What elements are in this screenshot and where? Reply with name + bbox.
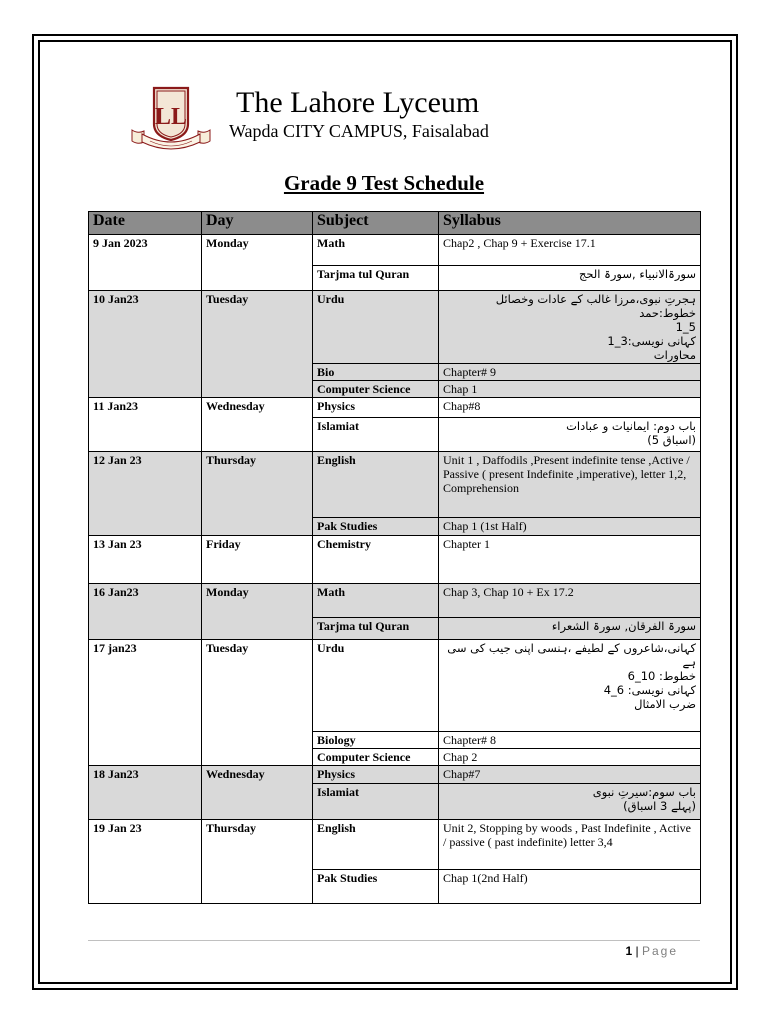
subject-cell: Physics bbox=[313, 766, 439, 784]
day-cell: Wednesday bbox=[202, 766, 313, 820]
subject-cell: Computer Science bbox=[313, 381, 439, 398]
syllabus-line: خطوط: 10_6 bbox=[627, 669, 696, 683]
table-row bbox=[89, 536, 701, 584]
footer-rule bbox=[88, 940, 700, 941]
subject-cell: Tarjma tul Quran bbox=[313, 266, 439, 291]
document-title: Grade 9 Test Schedule bbox=[283, 171, 485, 195]
syllabus-line: کہانی،شاعروں کے لطیفے ،ہنسی اپنی جیب کی سی ہے bbox=[447, 641, 696, 669]
syllabus-line: ضرب الامثال bbox=[634, 697, 696, 711]
school-logo-icon bbox=[128, 84, 214, 150]
syllabus-cell: Chap 1 (1st Half) bbox=[439, 518, 701, 536]
syllabus-line: کہانی نویسی: 6_4 bbox=[603, 683, 696, 697]
syllabus-cell bbox=[439, 418, 701, 452]
syllabus-line: باب سوم:سیرتِ نبوی bbox=[592, 785, 696, 799]
table-row bbox=[89, 452, 701, 518]
test-schedule-table bbox=[88, 211, 701, 904]
date-cell: 16 Jan23 bbox=[89, 584, 202, 640]
subject-cell: Chemistry bbox=[313, 536, 439, 584]
day-cell: Friday bbox=[202, 536, 313, 584]
date-cell: 10 Jan23 bbox=[89, 291, 202, 398]
subject-cell: Urdu bbox=[313, 291, 439, 364]
subject-cell: Biology bbox=[313, 732, 439, 749]
header-subject: Subject bbox=[313, 212, 439, 235]
day-cell: Tuesday bbox=[202, 291, 313, 398]
syllabus-line: کہانی نویسی:3_1 bbox=[607, 334, 696, 348]
syllabus-cell: Chapter# 9 bbox=[439, 364, 701, 381]
syllabus-line: محاورات bbox=[653, 348, 696, 362]
subject-cell: English bbox=[313, 820, 439, 870]
day-cell: Monday bbox=[202, 584, 313, 640]
syllabus-line: 5_1 bbox=[675, 320, 696, 334]
syllabus-line: ہجرتِ نبوی،مرزا غالب کے عادات وخصائل bbox=[495, 292, 696, 306]
header-day: Day bbox=[202, 212, 313, 235]
date-cell: 18 Jan23 bbox=[89, 766, 202, 820]
subject-cell: Math bbox=[313, 235, 439, 266]
date-cell: 9 Jan 2023 bbox=[89, 235, 202, 291]
syllabus-cell: Chap 1 bbox=[439, 381, 701, 398]
page-number-separator: | bbox=[635, 944, 639, 958]
subject-cell: Math bbox=[313, 584, 439, 618]
day-cell: Thursday bbox=[202, 820, 313, 904]
syllabus-line: خطوط:حمد bbox=[639, 306, 696, 320]
subject-cell: English bbox=[313, 452, 439, 518]
subject-cell: Tarjma tul Quran bbox=[313, 618, 439, 640]
syllabus-cell: سورۃالانبیاء ,سورۃ الحج bbox=[439, 266, 701, 291]
date-cell: 17 jan23 bbox=[89, 640, 202, 766]
syllabus-cell bbox=[439, 291, 701, 364]
date-cell: 12 Jan 23 bbox=[89, 452, 202, 536]
campus-name: Wapda CITY CAMPUS, Faisalabad bbox=[229, 121, 489, 141]
subject-cell: Urdu bbox=[313, 640, 439, 732]
subject-cell: Physics bbox=[313, 398, 439, 418]
syllabus-cell: Unit 2, Stopping by woods , Past Indefinite , Active / passive ( past indefinite) letter 3,4 bbox=[439, 820, 701, 870]
day-cell: Thursday bbox=[202, 452, 313, 536]
table-row bbox=[89, 584, 701, 618]
syllabus-cell: Chap#8 bbox=[439, 398, 701, 418]
date-cell: 13 Jan 23 bbox=[89, 536, 202, 584]
page-number-value: 1 bbox=[625, 944, 633, 958]
table-row bbox=[89, 235, 701, 266]
syllabus-cell: Chap 1(2nd Half) bbox=[439, 870, 701, 904]
logo-letters: LL bbox=[154, 104, 188, 130]
syllabus-cell bbox=[439, 640, 701, 732]
subject-cell: Pak Studies bbox=[313, 518, 439, 536]
syllabus-cell: Chap#7 bbox=[439, 766, 701, 784]
date-cell: 11 Jan23 bbox=[89, 398, 202, 452]
date-cell: 19 Jan 23 bbox=[89, 820, 202, 904]
school-name: The Lahore Lyceum bbox=[236, 86, 480, 119]
table-row bbox=[89, 398, 701, 418]
syllabus-cell: Unit 1 , Daffodils ,Present indefinite tense ,Active / Passive ( present Indefinite ,imperative), letter 1,2, Comprehension bbox=[439, 452, 701, 518]
subject-cell: Islamiat bbox=[313, 784, 439, 820]
header-date: Date bbox=[89, 212, 202, 235]
page-number bbox=[625, 944, 678, 958]
syllabus-cell: Chap 3, Chap 10 + Ex 17.2 bbox=[439, 584, 701, 618]
day-cell: Monday bbox=[202, 235, 313, 291]
syllabus-cell: سورۃ الفرقان, سورۃ الشعراء bbox=[439, 618, 701, 640]
subject-cell: Pak Studies bbox=[313, 870, 439, 904]
syllabus-cell: Chapter 1 bbox=[439, 536, 701, 584]
table-header-row bbox=[89, 212, 701, 235]
subject-cell: Islamiat bbox=[313, 418, 439, 452]
page-label: Page bbox=[641, 944, 678, 958]
table-row bbox=[89, 766, 701, 784]
day-cell: Wednesday bbox=[202, 398, 313, 452]
table-row bbox=[89, 820, 701, 870]
subject-cell: Bio bbox=[313, 364, 439, 381]
table-row bbox=[89, 640, 701, 732]
header-syllabus: Syllabus bbox=[439, 212, 701, 235]
syllabus-cell: Chap 2 bbox=[439, 749, 701, 766]
table-row bbox=[89, 291, 701, 364]
syllabus-cell: Chap2 , Chap 9 + Exercise 17.1 bbox=[439, 235, 701, 266]
day-cell: Tuesday bbox=[202, 640, 313, 766]
subject-cell: Computer Science bbox=[313, 749, 439, 766]
syllabus-cell: Chapter# 8 bbox=[439, 732, 701, 749]
syllabus-line: (اسباق 5) bbox=[647, 433, 696, 447]
syllabus-line: باب دوم: ایمانیات و عبادات bbox=[566, 419, 696, 433]
syllabus-cell bbox=[439, 784, 701, 820]
syllabus-line: (پہلے 3 اسباق) bbox=[623, 799, 696, 813]
